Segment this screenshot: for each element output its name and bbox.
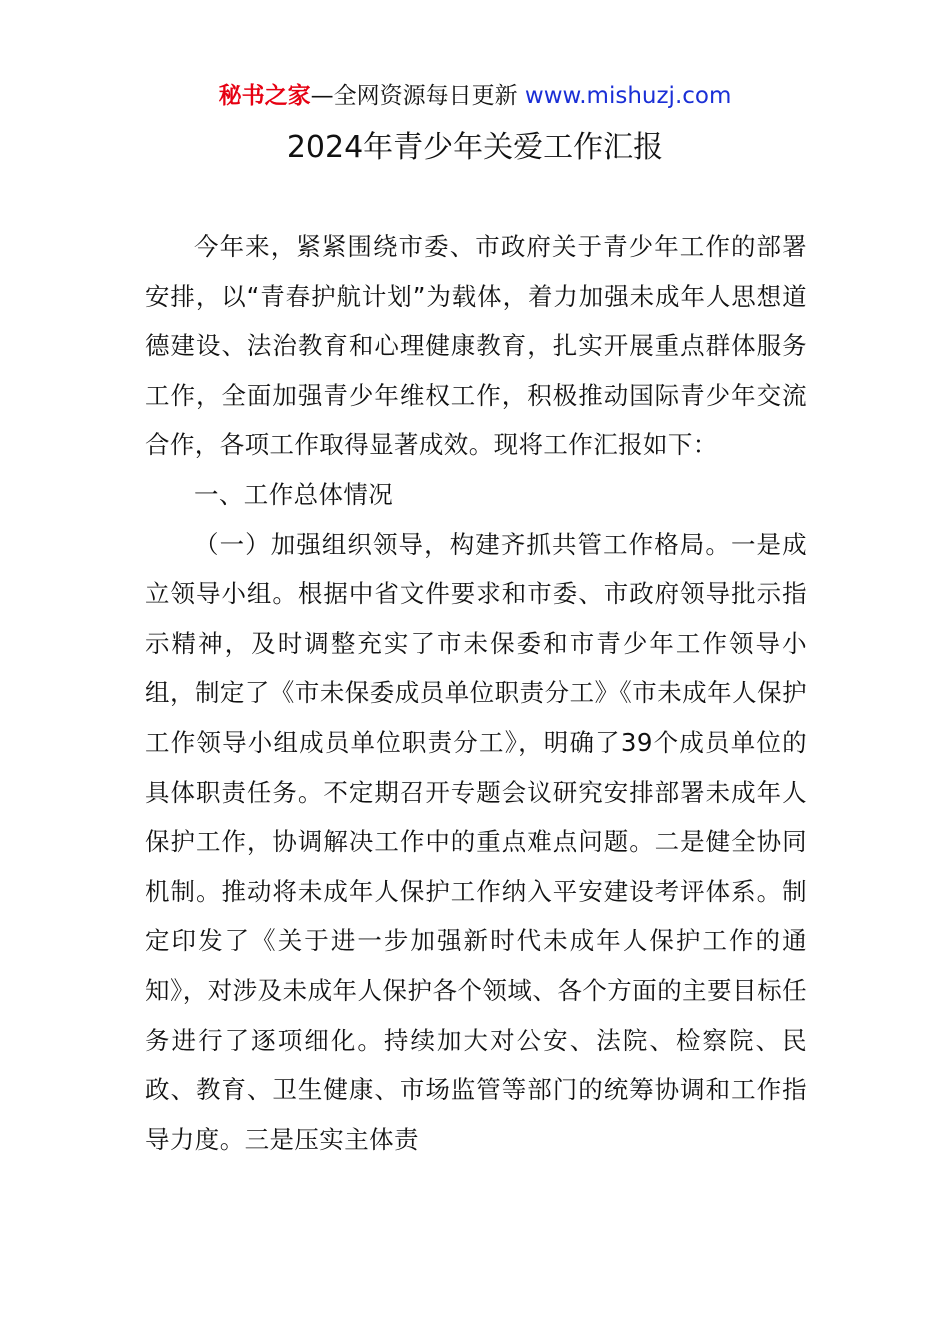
site-url-link[interactable]: www.mishuzj.com xyxy=(524,83,732,109)
document-title: 2024年青少年关爱工作汇报 xyxy=(286,130,664,165)
brand-name: 秘书之家 xyxy=(218,83,311,109)
site-header xyxy=(0,80,950,112)
header-slogan: —全网资源每日更新 xyxy=(310,83,525,109)
document-body xyxy=(145,222,807,1164)
section-heading: 一、工作总体情况 xyxy=(194,479,394,509)
intro-paragraph: 今年来，紧紧围绕市委、市政府关于青少年工作的部署安排，以“青春护航计划”为载体，着力加强未成年人思想道德建设、法治教育和心理健康教育，扎实开展重点群体服务工作，全面加强青少年维权工作，积极推动国际青少年交流合作，各项工作取得显著成效。现将工作汇报如下： xyxy=(145,232,807,460)
body-paragraph: （一）加强组织领导，构建齐抓共管工作格局。一是成立领导小组。根据中省文件要求和市委、市政府领导批示指示精神，及时调整充实了市未保委和市青少年工作领导小组，制定了《市未保委成员单位职责分工》《市未成年人保护工作领导小组成员单位职责分工》，明确了39个成员单位的具体职责任务。不定期召开专题会议研究安排部署未成年人保护工作，协调解决工作中的重点难点问题。二是健全协同机制。推动将未成年人保护工作纳入平安建设考评体系。制定印发了《关于进一步加强新时代未成年人保护工作的通知》，对涉及未成年人保护各个领域、各个方面的主要目标任务进行了逐项细化。持续加大对公安、法院、检察院、民政、教育、卫生健康、市场监管等部门的统筹协调和工作指导力度。三是压实主体责 xyxy=(145,529,807,1154)
